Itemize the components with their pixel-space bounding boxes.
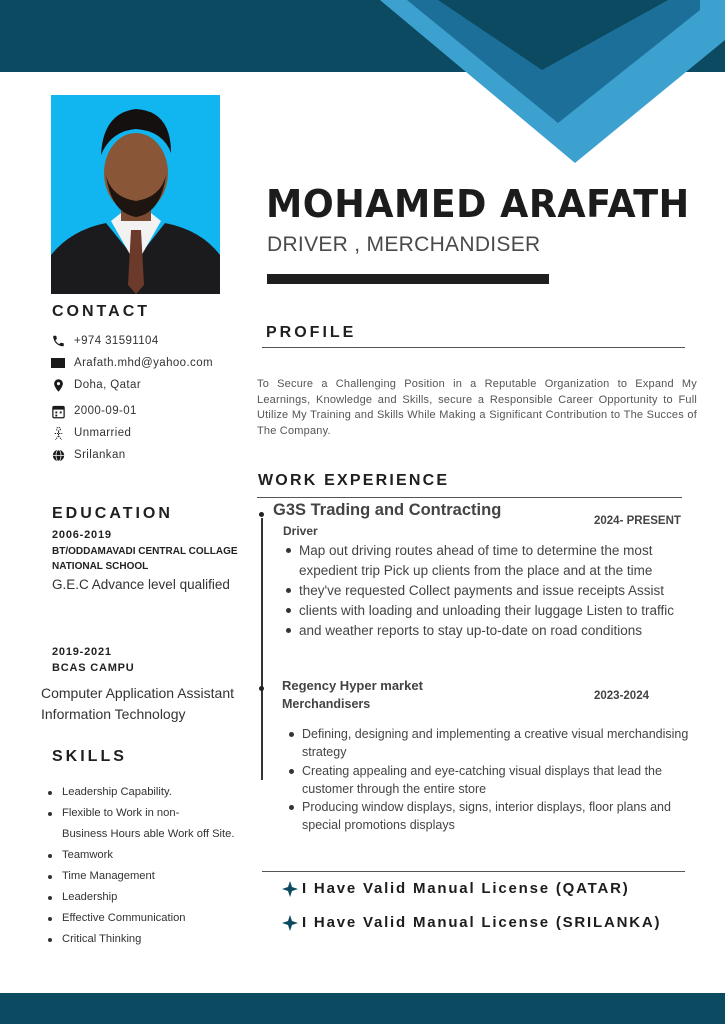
contact-phone-text: +974 31591104 xyxy=(74,335,159,347)
candidate-role: DRIVER , MERCHANDISER xyxy=(267,233,541,256)
job-2-duty: Producing window displays, signs, interior displays, floor plans and special promotions displays xyxy=(286,798,706,835)
education-detail-1: G.E.C Advance level qualified xyxy=(52,577,230,592)
contact-heading: CONTACT xyxy=(52,303,151,320)
contact-email-text: Arafath.mhd@yahoo.com xyxy=(74,357,213,369)
skills-list xyxy=(45,782,260,950)
contact-phone xyxy=(51,332,159,350)
skill-item: Teamwork xyxy=(45,845,260,866)
education-years-2: 2019-2021 xyxy=(52,646,112,658)
contact-nationality-text: Srilankan xyxy=(74,449,126,461)
footer-band xyxy=(0,993,725,1024)
education-detail-2: Computer Application Assistant Information Technology xyxy=(41,685,234,722)
contact-location-text: Doha, Qatar xyxy=(74,379,142,391)
job-1-role: Driver xyxy=(283,524,318,538)
contact-marital-text: Unmarried xyxy=(74,427,132,439)
profile-divider xyxy=(262,347,685,348)
calendar-icon xyxy=(51,404,66,419)
education-heading: EDUCATION xyxy=(52,505,173,522)
job-2-duty: Creating appealing and eye-catching visual displays that lead the customer through the entire store xyxy=(286,762,706,799)
skill-item: Flexible to Work in non- xyxy=(45,803,260,824)
work-divider xyxy=(257,497,682,498)
contact-location xyxy=(51,376,141,394)
candidate-name: MOHAMED ARAFATH xyxy=(266,182,690,226)
education-school-2: BCAS CAMPU xyxy=(52,662,135,674)
license-srilanka xyxy=(282,914,661,931)
job-1-duties xyxy=(283,541,713,641)
education-school-1: BT/ODDAMAVADI CENTRAL COLLAGE NATIONAL SCHOOL xyxy=(52,546,238,572)
sparkle-icon xyxy=(282,915,298,931)
profile-summary: To Secure a Challenging Position in a Reputable Organization to Expand My Learnings, Knowledge and Skills, secure a Responsible Career Opportunity to Full Utilize My Training and Skills While Making a Significant Contribution to The Succes of The Company. xyxy=(257,378,697,437)
job-1-duty: and weather reports to stay up-to-date on road conditions xyxy=(283,621,713,641)
license-qatar xyxy=(282,880,630,897)
location-icon xyxy=(51,378,66,393)
globe-icon xyxy=(51,448,66,463)
person-icon xyxy=(51,426,66,441)
contact-nationality xyxy=(51,446,126,464)
skill-item: Leadership xyxy=(45,887,260,908)
job-2-company: Regency Hyper market xyxy=(282,678,423,693)
skill-item: Critical Thinking xyxy=(45,929,260,950)
job-1-date: 2024- PRESENT xyxy=(594,515,681,527)
skill-item: Effective Communication xyxy=(45,908,260,929)
skill-item: Leadership Capability. xyxy=(45,782,260,803)
license-qatar-text: I Have Valid Manual License (QATAR) xyxy=(302,880,630,897)
license-srilanka-text: I Have Valid Manual License (SRILANKA) xyxy=(302,914,662,931)
job-1-duty: Map out driving routes ahead of time to determine the most expedient trip Pick up clients from the place and at the time xyxy=(283,541,713,581)
skill-item: Time Management xyxy=(45,866,260,887)
job-1-duty: clients with loading and unloading their luggage Listen to traffic xyxy=(283,601,713,621)
profile-photo xyxy=(51,95,220,294)
education-years-1: 2006-2019 xyxy=(52,529,112,541)
work-timeline-line xyxy=(261,518,263,780)
job-1-duty: they've requested Collect payments and issue receipts Assist xyxy=(283,581,713,601)
license-divider xyxy=(262,871,685,872)
job-1-company: G3S Trading and Contracting xyxy=(273,501,502,519)
phone-icon xyxy=(51,334,66,348)
contact-marital-status xyxy=(51,424,131,442)
work-heading: WORK EXPERIENCE xyxy=(258,472,450,489)
work-timeline-dot-2 xyxy=(259,686,264,691)
sparkle-icon xyxy=(282,881,298,897)
contact-birthdate xyxy=(51,402,137,420)
job-2-date: 2023-2024 xyxy=(594,690,649,702)
job-2-duties xyxy=(286,725,706,835)
skills-heading: SKILLS xyxy=(52,748,127,765)
job-2-role: Merchandisers xyxy=(282,697,371,711)
profile-heading: PROFILE xyxy=(266,324,357,341)
work-timeline-dot-1 xyxy=(259,512,264,517)
job-2-duty: Defining, designing and implementing a creative visual merchandising strategy xyxy=(286,725,706,762)
email-icon xyxy=(51,357,66,369)
contact-birthdate-text: 2000-09-01 xyxy=(74,405,137,417)
name-underline-bar xyxy=(267,274,549,284)
skill-item: Business Hours able Work off Site. xyxy=(62,828,235,840)
contact-email xyxy=(51,354,213,372)
